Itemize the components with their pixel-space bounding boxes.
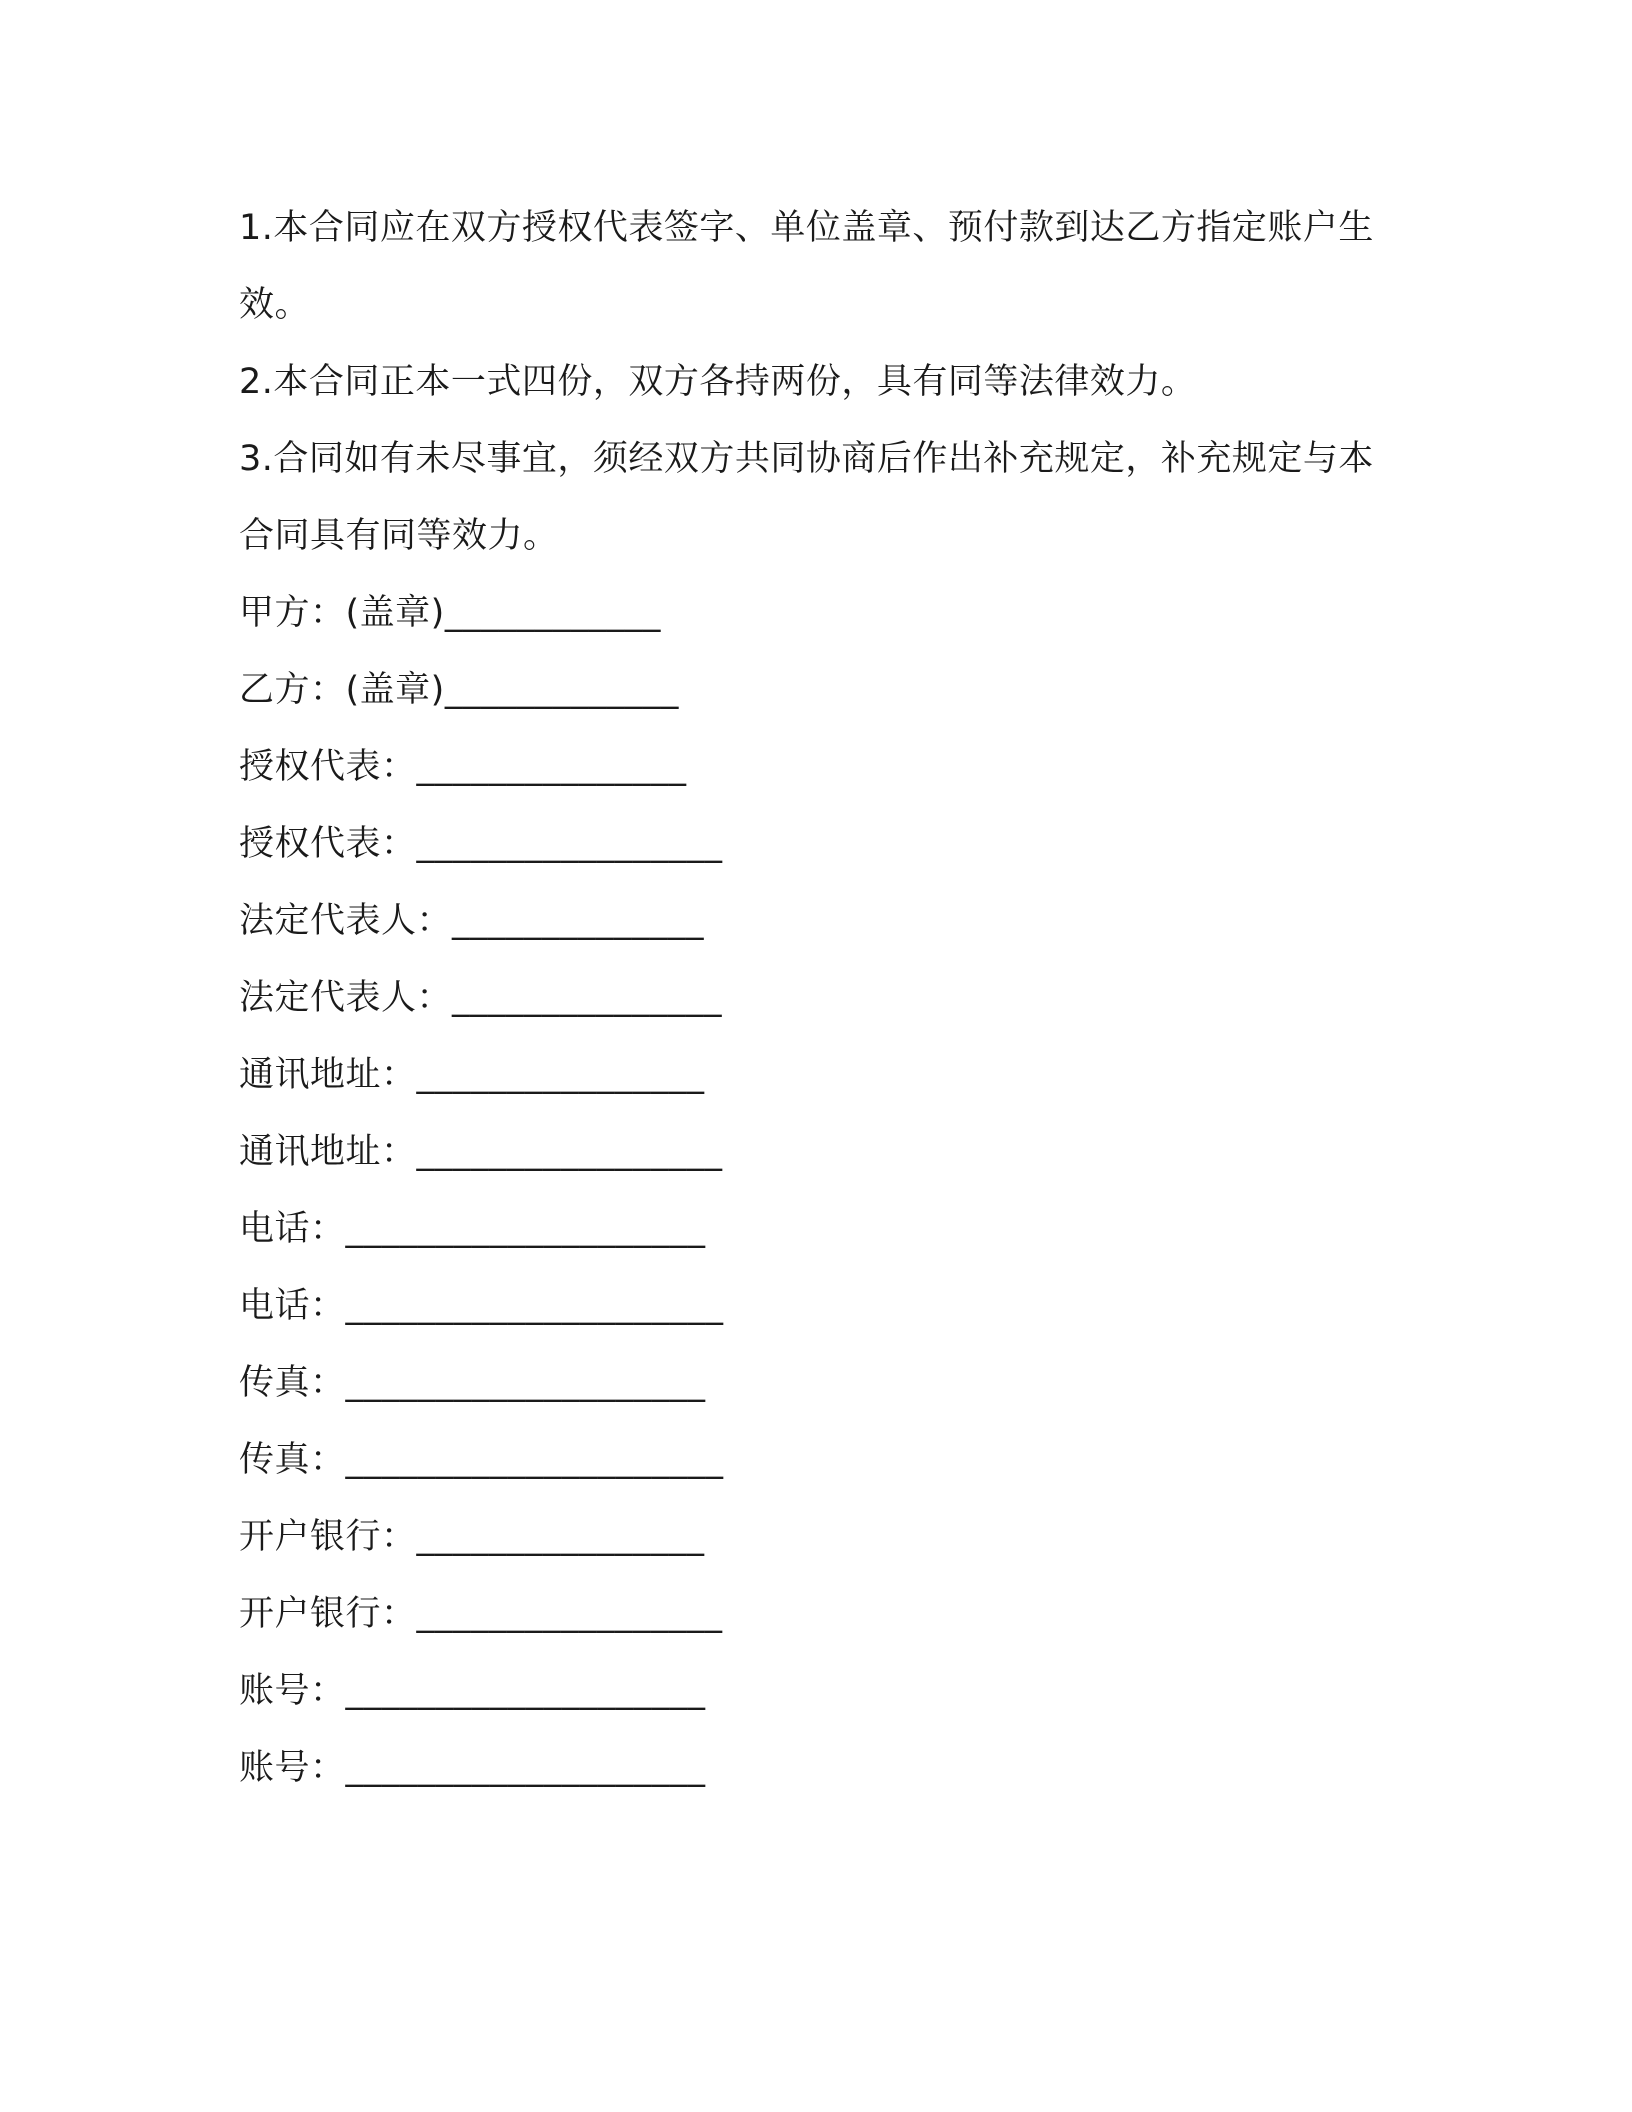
field-label: 电话： [239, 1209, 346, 1249]
field-label: 开户银行： [239, 1594, 417, 1634]
party-a-seal-field [239, 575, 1399, 652]
field-blank: _____________ [444, 670, 679, 710]
field-blank: _______________ [416, 747, 687, 787]
account-a-field [239, 1653, 1399, 1730]
field-label: 授权代表： [239, 824, 417, 864]
document-body [239, 190, 1399, 1807]
fax-a-field [239, 1345, 1399, 1422]
field-label: 通讯地址： [239, 1132, 417, 1172]
phone-a-field [239, 1191, 1399, 1268]
field-label: 账号： [239, 1748, 346, 1788]
field-blank: ____________________ [345, 1363, 706, 1403]
field-blank: _____________________ [345, 1286, 724, 1326]
party-b-seal-field [239, 652, 1399, 729]
authorized-rep-a-field [239, 729, 1399, 806]
field-blank: ________________ [416, 1055, 705, 1095]
field-label: 传真： [239, 1440, 346, 1480]
field-blank: _________________ [416, 1132, 723, 1172]
field-label: 通讯地址： [239, 1055, 417, 1095]
field-label: 法定代表人： [239, 901, 453, 941]
clause-3: 3.合同如有未尽事宜，须经双方共同协商后作出补充规定，补充规定与本合同具有同等效力。 [239, 439, 1374, 556]
clause-2: 2.本合同正本一式四份，双方各持两份，具有同等法律效力。 [239, 362, 1197, 402]
field-blank: ____________________ [345, 1671, 706, 1711]
legal-rep-a-field [239, 883, 1399, 960]
field-label: 甲方：(盖章) [239, 593, 445, 633]
field-blank: ______________ [452, 901, 705, 941]
field-label: 授权代表： [239, 747, 417, 787]
address-b-field [239, 1114, 1399, 1191]
field-blank: ____________________ [345, 1209, 706, 1249]
field-blank: ________________ [416, 1517, 705, 1557]
account-b-field [239, 1730, 1399, 1807]
fax-b-field [239, 1422, 1399, 1499]
field-blank: _________________ [416, 824, 723, 864]
field-label: 乙方：(盖章) [239, 670, 445, 710]
bank-b-field [239, 1576, 1399, 1653]
field-blank: _________________ [416, 1594, 723, 1634]
field-label: 账号： [239, 1671, 346, 1711]
field-blank: ____________ [444, 593, 661, 633]
bank-a-field [239, 1499, 1399, 1576]
legal-rep-b-field [239, 960, 1399, 1037]
phone-b-field [239, 1268, 1399, 1345]
field-blank: ____________________ [345, 1748, 706, 1788]
field-label: 电话： [239, 1286, 346, 1326]
field-label: 开户银行： [239, 1517, 417, 1557]
field-blank: _____________________ [345, 1440, 724, 1480]
authorized-rep-b-field [239, 806, 1399, 883]
field-label: 传真： [239, 1363, 346, 1403]
signature-fields [239, 575, 1399, 1807]
clause-1: 1.本合同应在双方授权代表签字、单位盖章、预付款到达乙方指定账户生效。 [239, 208, 1374, 325]
field-label: 法定代表人： [239, 978, 453, 1018]
address-a-field [239, 1037, 1399, 1114]
field-blank: _______________ [452, 978, 723, 1018]
